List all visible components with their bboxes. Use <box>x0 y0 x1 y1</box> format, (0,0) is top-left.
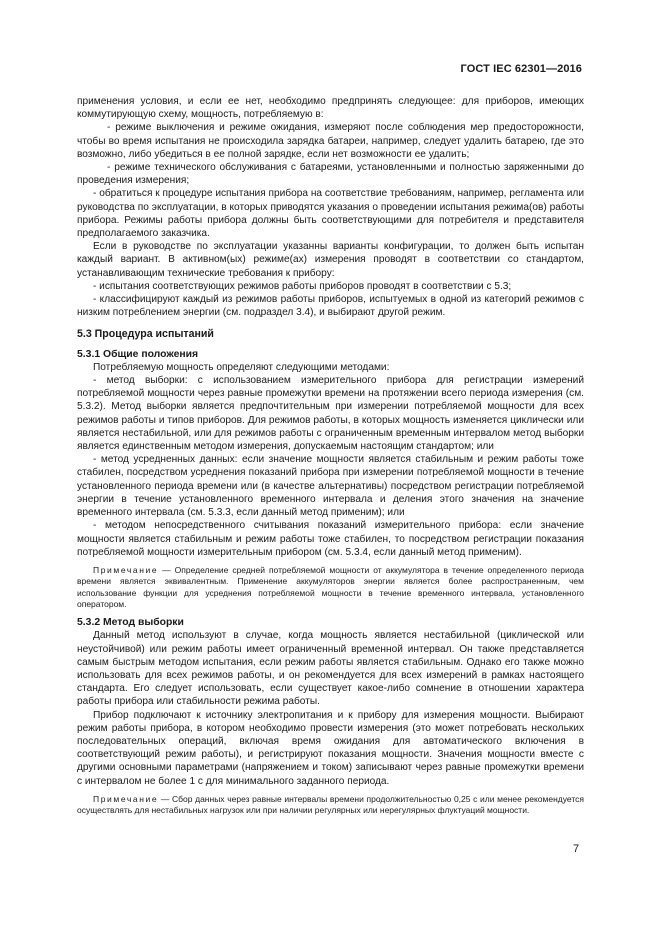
list-item: - методом непосредственного считывания показаний измерительного прибора: если значение мощности является стабильным и режим работы тоже стабилен, то посредством регистрации показания потребляемой мощности измерительным прибором (см. 5.3.4, если данный метод применим). <box>77 520 584 558</box>
note-label: Примечание <box>93 564 159 575</box>
note-text: — Сбор данных через равные интервалы времени продолжительностью 0,25 с или менее рекомендуется осуществлять для нестабильных нагрузок или при наличии регулярных или нерегулярных флуктуаций мощности. <box>77 793 584 816</box>
list-item: - режиме технического обслуживания с батареями, установленными и полностью заряженными до проведения измерения; <box>77 162 584 187</box>
paragraph: Прибор подключают к источнику электропитания и к прибору для измерения мощности. Выбирают режим работы прибора, в котором необходимо провести измерения (это может потребовать нескольких последовательных операций, включая время ожидания для автоматического включения в соответствующий режим работы), и регистрируют показания мощности. Значения мощности вместе с другими основными параметрами (напряжением и током) записывают через равные промежутки времени с интервалом не более 1 с для минимального заданного периода. <box>77 709 584 787</box>
section-heading-5-3: 5.3 Процедура испытаний <box>77 328 214 341</box>
list-item: - обратиться к процедуре испытания прибора на соответствие требованиям, например, регламента или руководства по эксплуатации, в которых приводятся указания о проведении испытания режима(ов) работы прибора. Режимы работы прибора должны быть соответствующими для потребителя и представителя предполагаемого заказчика. <box>77 188 584 240</box>
paragraph: Потребляемую мощность определяют следующими методами: <box>93 361 390 373</box>
note <box>77 565 584 610</box>
list-item: - классифицируют каждый из режимов работы приборов, испытуемых в одной из категорий режимов с низким потреблением энергии (см. подраздел 3.4), и выбирают другой режим. <box>77 294 584 319</box>
page-content <box>77 95 584 820</box>
paragraph: применения условия, и если ее нет, необходимо предпринять следующее: для приборов, имеющих коммутирующую схему, мощность, потребляемую в: <box>77 96 584 121</box>
list-item: - метод усредненных данных: если значение мощности является стабильным и режим работы тоже стабилен, посредством усреднения показаний прибора при измерении потребляемой мощности в течение установленного периода времени или (в качестве альтернативы) посредством регистрации потребляемой энергии в течение установленного временного интервала и деления этого значения на значение временного интервала (см. 5.3.3, если данный метод применим); или <box>77 454 584 519</box>
list-item: - режиме выключения и режиме ожидания, измеряют после соблюдения мер предосторожности, чтобы во время испытания не происходила зарядка батареи, например, следует удалить батарею, где это возможно, либо убедиться в ее полной зарядке, если нет возможности ее удалить; <box>77 122 584 160</box>
note-label: Примечание <box>93 793 159 804</box>
page-number: 7 <box>573 843 580 855</box>
paragraph: Данный метод используют в случае, когда мощность является нестабильной (циклической или неустойчивой) или режим работы имеет ограниченный временной интервал. Он также представляется самым быстрым методом испытания, если режим работы является стабильным. Однако его также можно использовать для всех режимов работы, и он рекомендуется для всех измерений в рамках настоящего стандарта. Его следует использовать, если существует какое-либо сомнение в отношении характера работы прибора или стабильности режима работы. <box>77 630 584 708</box>
note-text: — Определение средней потребляемой мощности от аккумулятора в течение определенного периода времени является эквивалентным. Применение аккумуляторов энергии является более распространенным, чем использование функции для усреднения потребляемой мощности в течение временного интервала, установленного оператором. <box>77 564 584 609</box>
document-code-header: ГОСТ IEC 62301—2016 <box>460 63 582 75</box>
paragraph: Если в руководстве по эксплуатации указанны варианты конфигурации, то должен быть испытан каждый вариант. В активном(ых) режиме(ах) измерения проводят в соответствии со стандартом, устанавливающим технические требования к прибору: <box>77 241 584 279</box>
subsection-heading-5-3-2: 5.3.2 Метод выборки <box>77 617 184 629</box>
subsection-heading-5-3-1: 5.3.1 Общие положения <box>77 348 199 360</box>
note <box>77 794 584 817</box>
list-item: - метод выборки: с использованием измерительного прибора для регистрации измерений потребляемой мощности через равные промежутки времени на протяжении всего периода измерения (см. 5.3.2). Метод выборки является предпочтительным при измерении потребляемой мощности для всех режимов работы и типов приборов. Для режимов работы, в которых мощность изменяется циклически или является нестабильной, или для режимов работы с ограниченным временным интервалом метод выборки является единственным методом измерения, допускаемым настоящим стандартом; или <box>77 375 584 453</box>
list-item: - испытания соответствующих режимов работы приборов проводят в соответствии с 5.3; <box>93 280 512 292</box>
